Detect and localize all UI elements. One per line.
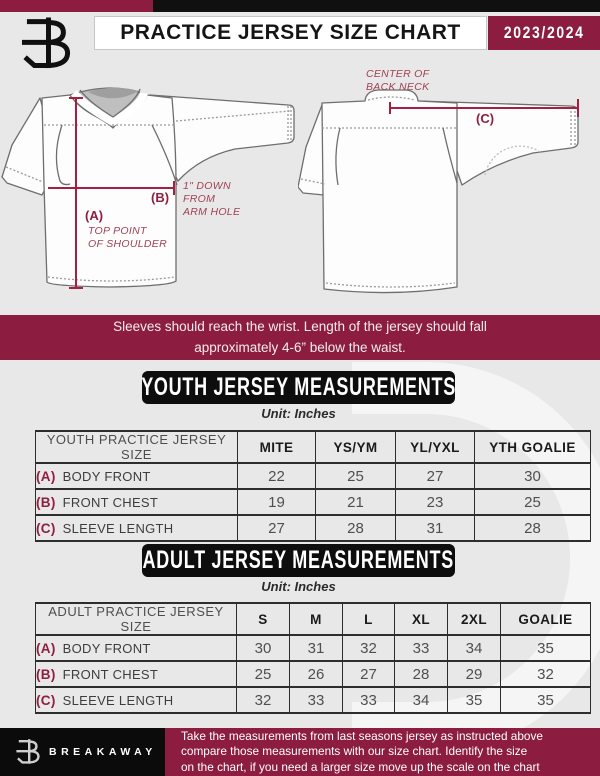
notice-line: approximately 4-6” below the waist.: [194, 339, 406, 355]
page-title-box: [94, 16, 487, 50]
adult-col-header: GOALIE: [501, 603, 591, 635]
page-title: PRACTICE JERSEY SIZE CHART: [120, 21, 461, 44]
season-badge: [488, 16, 600, 50]
adult-col-header: S: [237, 603, 290, 635]
front-b-label: (B): [151, 190, 170, 205]
adult-col-header: ADULT PRACTICE JERSEY SIZE: [36, 603, 237, 635]
cell-value: 32: [237, 687, 290, 713]
table-row: [36, 463, 591, 489]
table-row: [36, 635, 591, 661]
youth-col-header: YTH GOALIE: [475, 431, 591, 463]
youth-unit-label: Unit: Inches: [261, 406, 336, 421]
row-letter: (B): [36, 494, 56, 510]
cell-value: 34: [448, 635, 501, 661]
cell-value: 32: [501, 661, 591, 687]
adult-section-banner: ADULT JERSEY MEASUREMENTS: [142, 544, 455, 577]
row-label: FRONT CHEST: [62, 666, 159, 682]
front-b-caption: 1" DOWN FROM ARM HOLE: [183, 180, 241, 218]
footer-note-box: [165, 728, 600, 776]
table-row: [36, 489, 591, 515]
cell-value: 23: [396, 489, 475, 515]
youth-col-header: YS/YM: [316, 431, 396, 463]
footer-note-line: compare those measurements with our size chart. Identify the size: [181, 744, 528, 759]
row-label: BODY FRONT: [62, 640, 151, 656]
adult-col-header: 2XL: [448, 603, 501, 635]
adult-col-header: XL: [395, 603, 448, 635]
row-label: BODY FRONT: [62, 468, 151, 484]
cell-value: 33: [290, 687, 343, 713]
adult-size-table: [35, 602, 591, 714]
cell-value: 33: [395, 635, 448, 661]
cell-value: 31: [396, 515, 475, 541]
cell-value: 34: [395, 687, 448, 713]
youth-section-banner: YOUTH JERSEY MEASUREMENTS: [142, 371, 455, 404]
cell-value: 22: [238, 463, 316, 489]
notice-banner: [0, 315, 600, 360]
footer-note-line: on the chart, if you need a larger size move up the scale on the chart: [181, 759, 540, 774]
breakaway-logo-small-icon: [16, 738, 40, 766]
footer-brand-box: [0, 728, 165, 776]
cell-value: 29: [448, 661, 501, 687]
row-label: SLEEVE LENGTH: [62, 520, 174, 536]
youth-col-header: YL/YXL: [396, 431, 475, 463]
cell-value: 28: [395, 661, 448, 687]
row-letter: (A): [36, 468, 56, 484]
cell-value: 26: [290, 661, 343, 687]
table-row: [36, 515, 591, 541]
cell-value: 19: [238, 489, 316, 515]
cell-value: 35: [448, 687, 501, 713]
cell-value: 27: [343, 661, 395, 687]
cell-value: 28: [316, 515, 396, 541]
notice-line: Sleeves should reach the wrist. Length of the jersey should fall: [113, 319, 487, 334]
adult-col-header: M: [290, 603, 343, 635]
season-label: 2023/2024: [503, 23, 585, 42]
front-a-caption: TOP POINT OF SHOULDER: [88, 225, 167, 250]
adult-unit-label: Unit: Inches: [261, 579, 336, 594]
row-label: FRONT CHEST: [62, 494, 159, 510]
cell-value: 32: [343, 635, 395, 661]
youth-size-table: [35, 430, 591, 542]
top-accent-bar: [0, 0, 600, 12]
cell-value: 27: [396, 463, 475, 489]
brand-name: BREAKAWAY: [49, 746, 157, 758]
cell-value: 28: [475, 515, 591, 541]
top-accent-bar-maroon: [0, 0, 153, 12]
front-a-label: (A): [85, 208, 104, 223]
cell-value: 30: [237, 635, 290, 661]
back-c-caption: CENTER OF BACK NECK: [366, 68, 430, 93]
youth-col-header: MITE: [238, 431, 316, 463]
table-row: [36, 687, 591, 713]
cell-value: 35: [501, 635, 591, 661]
adult-col-header: L: [343, 603, 395, 635]
jersey-back-diagram: [298, 85, 600, 300]
cell-value: 25: [475, 489, 591, 515]
cell-value: 25: [316, 463, 396, 489]
back-c-label: (C): [476, 111, 495, 126]
row-letter: (B): [36, 666, 56, 682]
row-letter: (C): [36, 692, 56, 708]
breakaway-logo-icon: [20, 15, 72, 73]
row-label: SLEEVE LENGTH: [62, 692, 174, 708]
cell-value: 27: [238, 515, 316, 541]
cell-value: 33: [343, 687, 395, 713]
adult-header-row: [36, 603, 591, 635]
table-row: [36, 661, 591, 687]
cell-value: 31: [290, 635, 343, 661]
cell-value: 30: [475, 463, 591, 489]
footer-note-line: Take the measurements from last seasons jersey as instructed above: [181, 728, 543, 743]
cell-value: 21: [316, 489, 396, 515]
youth-header-row: [36, 431, 591, 463]
row-letter: (A): [36, 640, 56, 656]
cell-value: 35: [501, 687, 591, 713]
cell-value: 25: [237, 661, 290, 687]
row-letter: (C): [36, 520, 56, 536]
youth-col-header: YOUTH PRACTICE JERSEY SIZE: [36, 431, 238, 463]
